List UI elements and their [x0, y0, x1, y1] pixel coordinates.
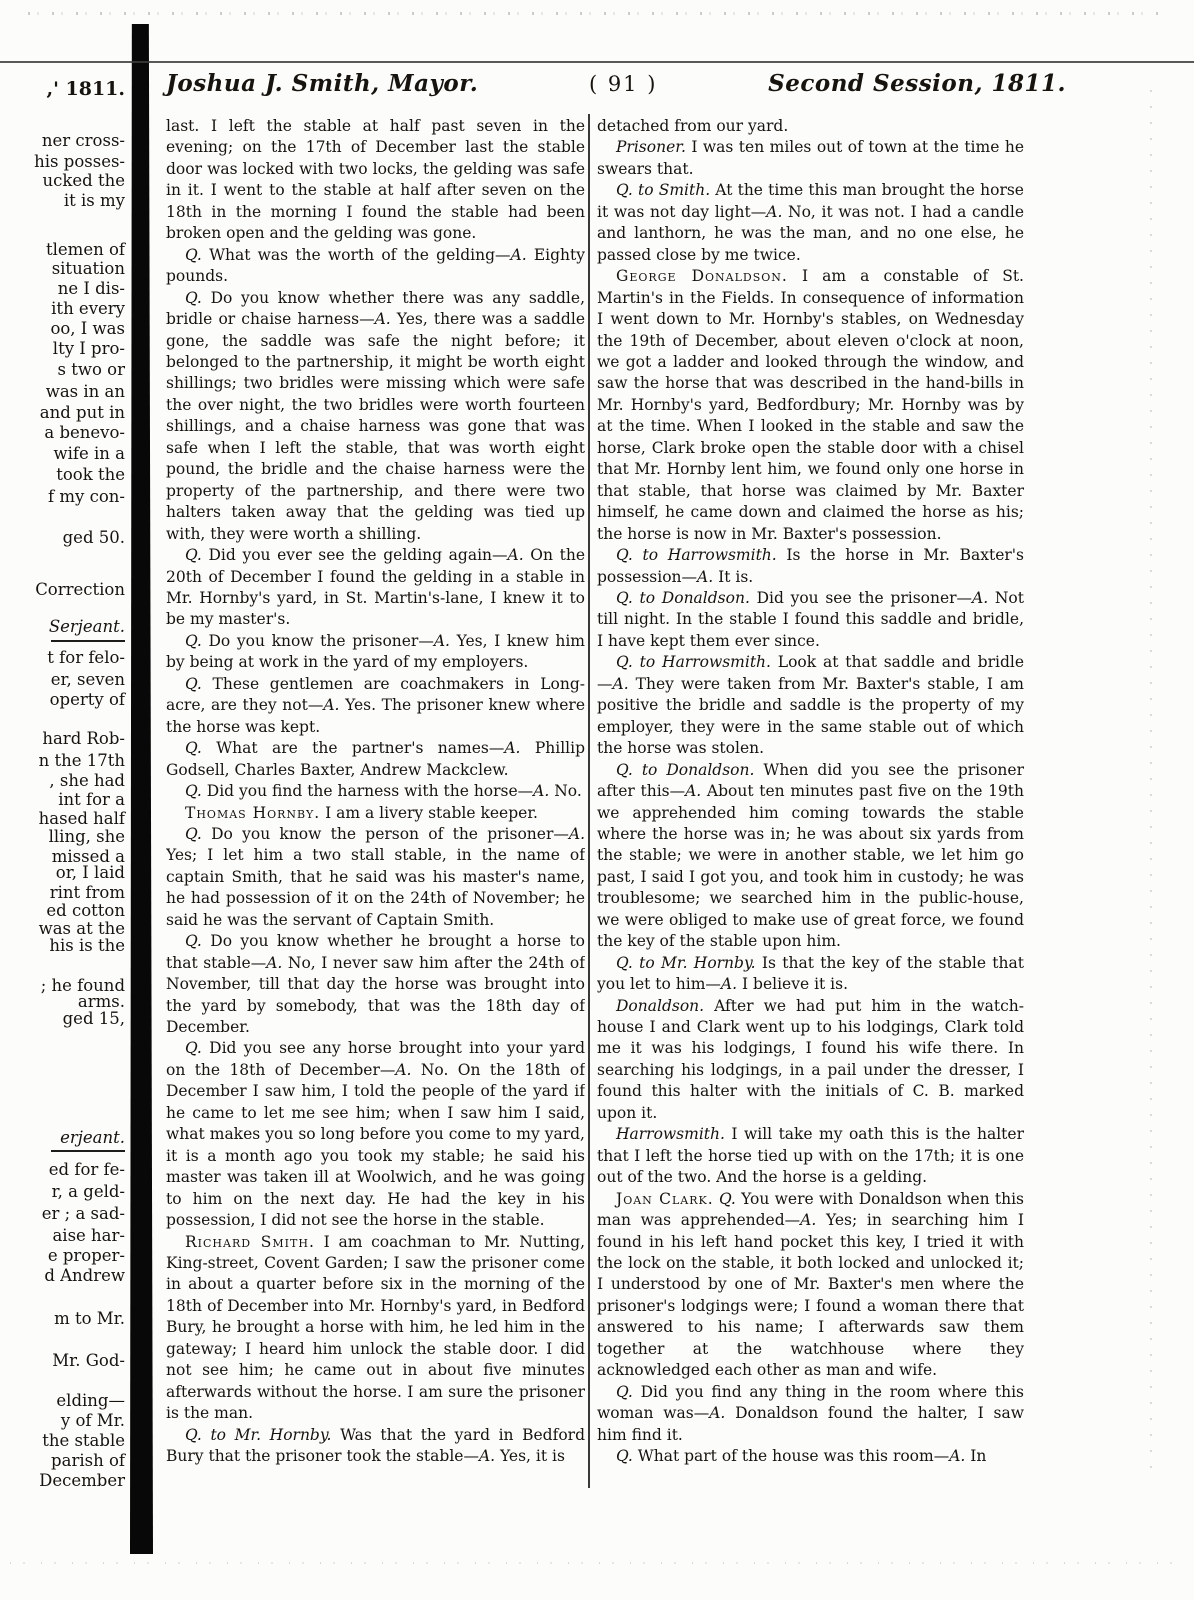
- qa-label: Q.: [185, 674, 202, 693]
- qa-label: Q.: [616, 1382, 633, 1401]
- scan-noise-right-edge: [1150, 90, 1152, 1470]
- qa-label: Q. to Donaldson.: [616, 760, 755, 779]
- text-run: I was ten miles out of town at the time he swears that.: [597, 138, 1024, 178]
- text-run: Not till night. In the stable I found this saddle and bridle, I have kept them ever since.: [597, 588, 1024, 650]
- margin-fragment: elding—: [56, 1391, 125, 1410]
- margin-fragment: f my con-: [48, 487, 125, 506]
- qa-label: Q. to Harrowsmith.: [616, 653, 771, 672]
- text-run: Eighty pounds.: [166, 245, 585, 286]
- text-run: Did you see the prisoner—: [749, 588, 973, 607]
- left-margin-fragments: [0, 0, 128, 1600]
- margin-fragment: hased half: [38, 809, 125, 828]
- qa-label: A.: [697, 567, 714, 586]
- paragraph: [166, 545, 585, 631]
- binding-bar: [130, 24, 153, 1554]
- qa-label: Q. to Mr. Hornby.: [616, 953, 756, 972]
- text-run: Is that the key of the stable that you let to him—: [597, 953, 1024, 994]
- text-run: detached from our yard.: [597, 117, 789, 135]
- margin-rule: [51, 640, 125, 642]
- margin-fragment: ne I dis-: [57, 279, 125, 298]
- margin-fragment: tlemen of: [46, 240, 125, 259]
- qa-label: A.: [766, 202, 783, 221]
- text-run: When did you see the prisoner after this—: [597, 760, 1024, 801]
- margin-fragment: erjeant.: [60, 1128, 125, 1147]
- qa-label: Q.: [185, 739, 202, 758]
- qa-label: A.: [972, 588, 989, 607]
- qa-label: Q.: [616, 1447, 633, 1466]
- text-run: Yes, there was a saddle gone, the saddle was safe the night before; it belonged to the partnership, it might be worth eight shillings; two bridles were missing which were safe the over night, the two bridles were worth fourteen shillings, and a chaise harness was gone that was safe when I left the stable, that was worth eight pound, the bridle and the chaise harness were the property of the partnership, and there were two halters taken away that the gelding was tied up with, they were worth a shilling.: [166, 310, 585, 543]
- margin-fragment: s two or: [57, 360, 125, 379]
- qa-label: A.: [374, 310, 391, 329]
- text-run: Yes, it is: [495, 1447, 565, 1466]
- margin-fragment: n the 17th: [38, 751, 125, 770]
- column-left: [166, 116, 585, 1494]
- margin-fragment: ,' 1811.: [46, 78, 125, 100]
- margin-fragment: lling, she: [48, 827, 125, 846]
- paragraph: [166, 674, 585, 738]
- margin-fragment: was at the: [38, 919, 125, 938]
- margin-fragment: int for a: [58, 790, 125, 809]
- margin-fragment: operty of: [49, 690, 125, 709]
- qa-label: Q.: [185, 932, 202, 951]
- page-number: ( 91 ): [588, 72, 658, 96]
- margin-fragment: t for felo-: [47, 648, 125, 667]
- scan-noise-top: [28, 12, 1158, 15]
- text-run: In: [965, 1447, 987, 1466]
- margin-fragment: , she had: [49, 771, 125, 790]
- margin-fragment: and put in: [39, 403, 125, 422]
- text-run: Do you know whether he brought a horse to that stable—: [166, 932, 585, 972]
- witness-name: George Donaldson.: [616, 267, 788, 286]
- margin-fragment: ged 50.: [62, 528, 125, 547]
- qa-label: Harrowsmith.: [616, 1125, 725, 1144]
- qa-label: Q.: [185, 245, 202, 264]
- qa-label: A.: [504, 739, 521, 758]
- margin-fragment: rint from: [49, 883, 125, 902]
- qa-label: A.: [568, 824, 585, 843]
- text-run: Did you ever see the gelding again—: [201, 546, 508, 565]
- paragraph: [597, 266, 1024, 545]
- running-title-right: Second Session, 1811.: [768, 70, 1066, 97]
- text-run: About ten minutes past five on the 19th we apprehended him coming towards the stable where the horse was in; he was about six yards from the stable; we were in another stable, we let him go past, I said I got you, and took him in custody; he was troublesome; we searched him in the public-house, we were obliged to make use of great force, we found the key of the stable upon him.: [597, 782, 1024, 951]
- text-run: Do you know whether there was any saddle, bridle or chaise harness—: [166, 288, 585, 329]
- text-run: Did you find any thing in the room where this woman was—: [597, 1382, 1024, 1423]
- margin-fragment: took the: [56, 465, 125, 484]
- margin-fragment: er ; a sad-: [41, 1204, 125, 1223]
- qa-label: Q. to Donaldson.: [616, 588, 750, 607]
- paragraph: [166, 781, 585, 802]
- margin-fragment: situation: [51, 259, 125, 278]
- paragraph: [166, 1425, 585, 1468]
- qa-label: Donaldson.: [616, 996, 705, 1015]
- qa-label: Q.: [185, 1039, 202, 1058]
- qa-label: A.: [685, 782, 702, 801]
- paragraph: [166, 245, 585, 288]
- qa-label: Q. to Smith.: [616, 181, 711, 200]
- qa-label: A.: [395, 1060, 412, 1079]
- text-run: Did you find the harness with the horse—: [201, 782, 534, 801]
- qa-label: Q.: [185, 631, 202, 650]
- margin-fragment: it is my: [63, 191, 125, 210]
- qa-label: A.: [478, 1447, 496, 1466]
- qa-label: A.: [533, 782, 550, 801]
- paragraph: [597, 953, 1024, 996]
- witness-name: Joan Clark.: [616, 1189, 714, 1208]
- paragraph: [597, 1124, 1024, 1188]
- paragraph: [597, 1446, 1024, 1467]
- paragraph: [166, 1232, 585, 1425]
- paragraph: [597, 996, 1024, 1125]
- witness-name: Thomas Hornby.: [185, 803, 321, 822]
- paragraph: [166, 1038, 585, 1231]
- text-run: Do you know the prisoner—: [201, 631, 434, 650]
- paragraph: [597, 137, 1024, 180]
- paragraph: [166, 931, 585, 1038]
- text-run: Phillip Godsell, Charles Baxter, Andrew Mackclew.: [166, 739, 585, 779]
- text-run: No, it was not. I had a candle and lanthorn, he was the man, and no one else, he passed close by me twice.: [597, 202, 1024, 264]
- text-run: No. On the 18th of December I saw him, I told the people of the yard if he came to let me see him; when I saw him I said, what makes you so long before you come to my yard, it is a month ago you took my stable; he said his master was taken ill at Woolwich, and he was going to him on the next day. He had the key in his possession, I did not see the horse in the stable.: [166, 1060, 585, 1230]
- page-header: [166, 70, 1066, 97]
- qa-label: Q.: [185, 782, 202, 801]
- margin-fragment: wife in a: [53, 444, 125, 463]
- text-run: I believe it is.: [737, 975, 849, 994]
- header-rule: [0, 61, 1194, 63]
- margin-fragment: ; he found: [40, 976, 125, 995]
- paragraph: [166, 824, 585, 931]
- margin-fragment: er, seven: [50, 670, 125, 689]
- text-run: After we had put him in the watch-house I and Clark went up to his lodgings, Clark told me it was his lodgings, I found his wife there. In searching his lodgings, in a pail under the dresser, I found this halter with the initials of C. B. marked upon it.: [597, 996, 1024, 1122]
- margin-fragment: his posses-: [34, 152, 125, 171]
- paragraph: [597, 652, 1024, 759]
- text-run: Is the horse in Mr. Baxter's possession—: [597, 546, 1024, 586]
- qa-label: A.: [433, 631, 450, 650]
- qa-label: Q.: [185, 288, 202, 307]
- text-run: Yes; I let him a two stall stable, in the name of captain Smith, that he said was his master's name, he had possession of it on the 24th of November; he said he was the servant of Captain Smith.: [166, 846, 585, 929]
- margin-fragment: ged 15,: [62, 1009, 125, 1028]
- margin-fragment: r, a geld-: [51, 1182, 125, 1201]
- qa-label: Q.: [185, 824, 202, 843]
- qa-label: Q.: [718, 1189, 736, 1208]
- margin-fragment: d Andrew: [44, 1266, 125, 1285]
- margin-fragment: his is the: [49, 936, 125, 955]
- qa-label: A.: [720, 975, 738, 994]
- margin-fragment: missed a: [51, 847, 125, 866]
- qa-label: Q. to Harrowsmith.: [616, 546, 777, 565]
- text-run: These gentlemen are coachmakers in Long-acre, are they not—: [166, 674, 585, 715]
- text-run: last. I left the stable at half past seven in the evening; on the 17th of December last the stable door was locked with two locks, the gelding was safe in it. I went to the stable at half after seven on the 18th in the morning I found the stable had been broken open and the gelding was gone.: [166, 117, 585, 243]
- scan-noise-bottom: [10, 1562, 1174, 1564]
- text-run: Yes. The prisoner knew where the horse was kept.: [166, 696, 585, 736]
- paragraph: [597, 1382, 1024, 1446]
- text-run: Yes; in searching him I found in his left hand pocket this key, I tried it with the lock on the stable, it both locked and unlocked it; I understood by one of Mr. Baxter's men where the prisoner's lodgings were; I found a woman there that answered to his name; I afterwards saw them together at the watchhouse where they acknowledged each other as man and wife.: [597, 1211, 1024, 1380]
- margin-fragment: y of Mr.: [60, 1411, 125, 1430]
- margin-fragment: was in an: [45, 382, 125, 401]
- paragraph: [166, 738, 585, 781]
- margin-fragment: ed cotton: [46, 901, 125, 920]
- text-run: No.: [549, 782, 582, 801]
- text-run: Yes, I knew him by being at work in the yard of my employers.: [166, 631, 585, 672]
- text-run: You were with Donaldson when this man was apprehended—: [597, 1189, 1024, 1230]
- text-run: I am a livery stable keeper.: [320, 803, 538, 822]
- qa-label: A.: [800, 1211, 817, 1230]
- column-divider-rule: [588, 114, 590, 1488]
- text-run: What was the worth of the gelding—: [201, 245, 511, 264]
- text-run: No, I never saw him after the 24th of November, till that day the horse was brought into the yard by somebody, that was the 18th day of December.: [166, 953, 585, 1037]
- paragraph: [597, 588, 1024, 652]
- qa-label: Q. to Mr. Hornby.: [185, 1425, 332, 1444]
- margin-fragment: December: [39, 1471, 125, 1490]
- qa-label: Prisoner.: [616, 138, 686, 157]
- paragraph: [597, 760, 1024, 953]
- margin-fragment: Mr. God-: [52, 1351, 125, 1370]
- margin-fragment: parish of: [51, 1451, 125, 1470]
- margin-fragment: the stable: [42, 1431, 125, 1450]
- text-run: I am coachman to Mr. Nutting, King-street, Covent Garden; I saw the prisoner come in about a quarter before six in the morning of the 18th of December into Mr. Hornby's yard, in Bedford Bury, he brought a horse with him, he led him in the gateway; I heard him unlock the stable door. I did not see him; he came out in about five minutes afterwards without the horse. I am sure the prisoner is the man.: [166, 1232, 585, 1423]
- qa-label: A.: [709, 1404, 726, 1423]
- margin-rule: [51, 1150, 125, 1152]
- margin-fragment: ner cross-: [41, 131, 125, 150]
- margin-fragment: ith every: [51, 299, 125, 318]
- qa-label: A.: [266, 953, 283, 972]
- text-run: Do you know the person of the prisoner—: [201, 824, 569, 843]
- paragraph: [597, 116, 1024, 137]
- qa-label: Q.: [185, 546, 202, 565]
- paragraph: [166, 288, 585, 545]
- paragraph: [166, 803, 585, 824]
- text-run: Donaldson found the halter, I saw him find it.: [597, 1404, 1024, 1444]
- text-run: Did you see any horse brought into your yard on the 18th of December—: [166, 1039, 585, 1079]
- margin-fragment: Serjeant.: [48, 617, 125, 636]
- paragraph: [597, 545, 1024, 588]
- text-run: Was that the yard in Bedford Bury that the prisoner took the stable—: [166, 1425, 585, 1466]
- paragraph: [597, 180, 1024, 266]
- text-run: What part of the house was this room—: [632, 1447, 950, 1466]
- paragraph: [166, 116, 585, 245]
- witness-name: Richard Smith.: [185, 1232, 315, 1251]
- margin-fragment: oo, I was: [50, 319, 125, 338]
- text-run: Look at that saddle and bridle —: [597, 653, 1024, 693]
- qa-label: A.: [612, 674, 629, 693]
- text-run: They were taken from Mr. Baxter's stable, I am positive the bridle and saddle is the property of my employer, they were in the same stable out of which the horse was stolen.: [597, 674, 1024, 758]
- margin-fragment: e proper-: [47, 1246, 125, 1265]
- paragraph: [597, 1189, 1024, 1382]
- qa-label: A.: [510, 245, 527, 264]
- column-right: [597, 116, 1024, 1494]
- margin-fragment: hard Rob-: [42, 729, 125, 748]
- text-run: On the 20th of December I found the gelding in a stable in Mr. Hornby's yard, in St. Martin's-lane, I knew it to be my master's.: [166, 546, 585, 629]
- margin-fragment: ucked the: [42, 171, 125, 190]
- qa-label: A.: [323, 696, 340, 715]
- text-run: I will take my oath this is the halter that I left the horse tied up with on the 17th; it is one out of the two. And the horse is a gelding.: [597, 1125, 1024, 1187]
- margin-fragment: or, I laid: [55, 863, 125, 882]
- margin-fragment: a benevo-: [44, 423, 125, 442]
- running-title-left: Joshua J. Smith, Mayor.: [166, 70, 479, 97]
- qa-label: A.: [949, 1447, 966, 1466]
- text-run: It is.: [713, 567, 754, 586]
- text-run: I am a constable of St. Martin's in the Fields. In consequence of information I went down to Mr. Hornby's stables, on Wednesday the 19th of December, about eleven o'clock at noon, we got a ladder and looked through the window, and saw the horse that was described in the hand-bills in Mr. Hornby's yard, Bedfordbury; Mr. Hornby was by at the time. When I looked in the stable and saw the horse, Clark broke open the stable door with a chisel that Mr. Hornby lent him, we found only one horse in that stable, that horse was claimed by Mr. Baxter himself, he came down and claimed the horse as his; the horse is now in Mr. Baxter's possession.: [597, 267, 1024, 543]
- text-run: At the time this man brought the horse it was not day light—: [597, 181, 1024, 221]
- text-run: What are the partner's names—: [201, 739, 505, 758]
- paragraph: [166, 631, 585, 674]
- margin-fragment: arms.: [77, 992, 125, 1011]
- margin-fragment: Correction: [35, 580, 125, 599]
- margin-fragment: ed for fe-: [48, 1160, 125, 1179]
- margin-fragment: lty I pro-: [52, 339, 125, 358]
- margin-fragment: aise har-: [52, 1226, 125, 1245]
- margin-fragment: m to Mr.: [54, 1309, 125, 1328]
- qa-label: A.: [507, 546, 524, 565]
